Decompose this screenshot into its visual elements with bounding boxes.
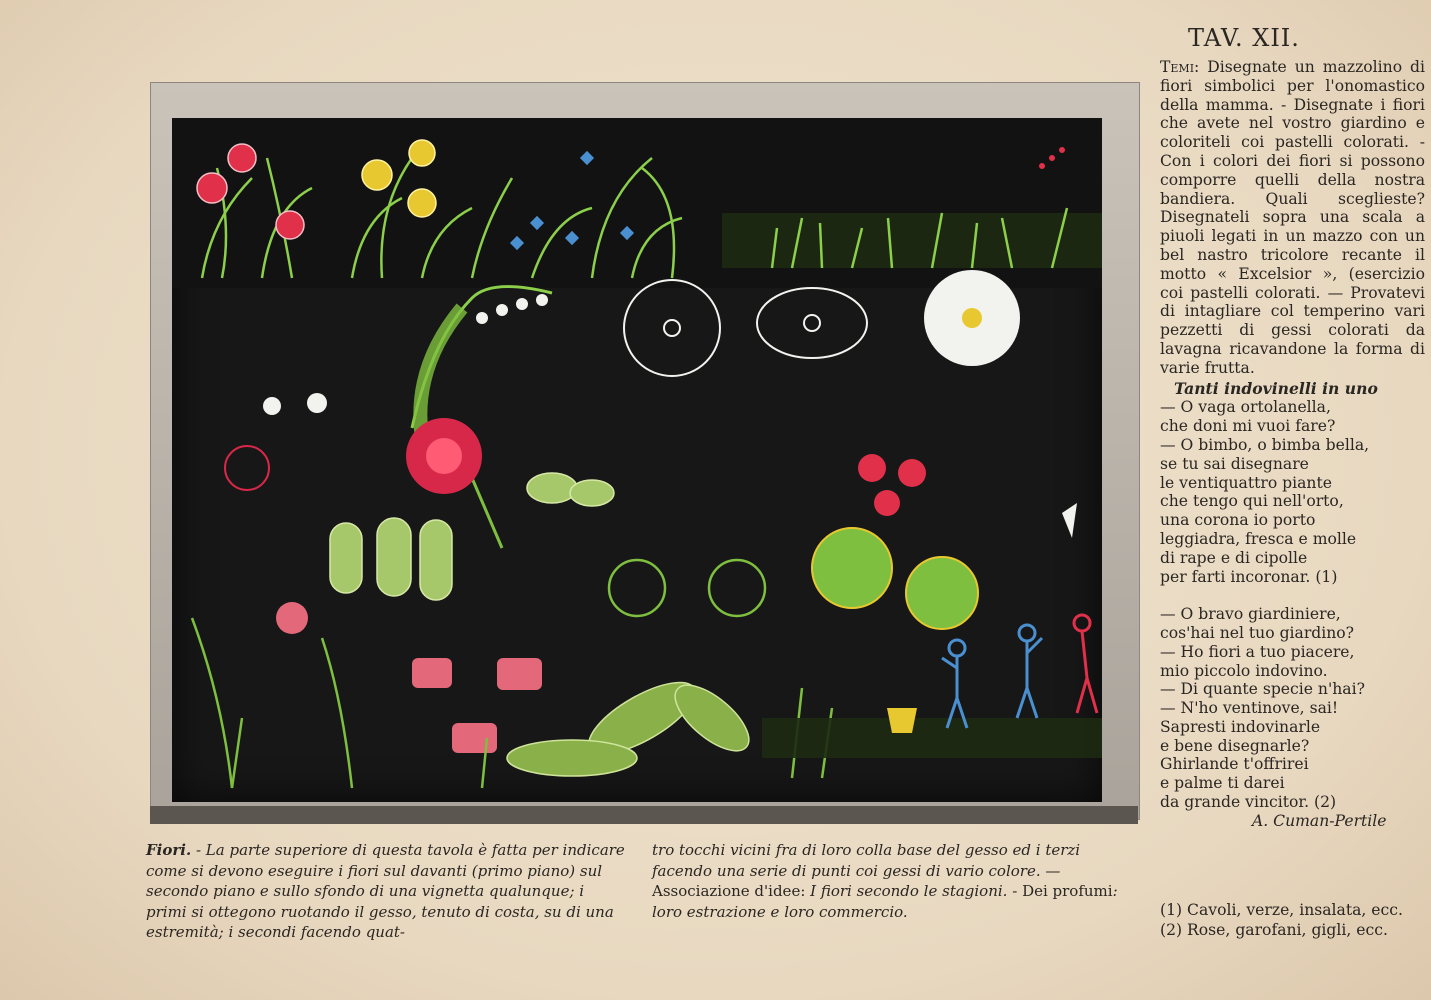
- caption-label: Fiori.: [146, 841, 192, 859]
- poem-line: di rape e di cipolle: [1160, 548, 1308, 567]
- poem-line: — O vaga ortolanella,: [1160, 398, 1331, 417]
- profumi-text: : loro estrazione e loro commercio.: [652, 882, 1118, 921]
- poem-line: mio piccolo indovino.: [1160, 661, 1328, 680]
- poem-line: [1160, 586, 1425, 605]
- poem-line: le ventiquattro piante: [1160, 473, 1332, 492]
- white-outline-flowers: [624, 280, 867, 376]
- lily-of-the-valley: [412, 287, 552, 438]
- poem: [1160, 380, 1425, 831]
- poem-line: da grande vincitor. (2): [1160, 793, 1337, 812]
- blackboard-ledge: [150, 806, 1138, 824]
- footnote: (2) Rose, garofani, gigli, ecc.: [1160, 921, 1388, 939]
- red-geranium: [858, 454, 926, 516]
- poem-line: e bene disegnarle?: [1160, 736, 1310, 755]
- poem-line: che doni mi vuoi fare?: [1160, 417, 1336, 436]
- poem-author: A. Cuman-Pertile: [1252, 811, 1387, 830]
- association-label: Associazione d'idee:: [652, 882, 806, 900]
- flower-pot: [887, 708, 917, 733]
- temi-text: : Disegnate un mazzolino di fiori simbolici per l'onomastico della mamma. - Disegnate i fiori che avete nel vostro giardino e coloriteli coi pastelli colorati. - Con i colori dei fiori si possono comporre quelli della nostra bandiera. Quali sceglieste? Disegnateli sopra una scala a piuoli legati in un mazzo con un bel nastro tricolore recante il motto « Excelsior », (esercizio coi pastelli colorati. — Provatevi di intagliare col temperino vari pezzetti di gessi colorati da lavagna ricavandone la forma di varie frutta.: [1160, 58, 1425, 377]
- poem-line: per farti incoronar. (1): [1160, 567, 1338, 586]
- footnotes: [1160, 900, 1425, 940]
- temi-paragraph: [1160, 58, 1425, 378]
- white-bud: [307, 393, 327, 413]
- poem-line: e palme ti darei: [1160, 774, 1285, 793]
- poem-line: — Di quante specie n'hai?: [1160, 680, 1365, 699]
- poem-line: — Ho fiori a tuo piacere,: [1160, 642, 1355, 661]
- poem-line: Sapresti indovinarle: [1160, 717, 1321, 736]
- daisy: [924, 270, 1020, 366]
- poem-line: — O bravo giardiniere,: [1160, 605, 1341, 624]
- white-bud: [263, 397, 281, 415]
- grass-patch-bottom: [762, 718, 1102, 758]
- chalk-flowers-drawing: [172, 118, 1102, 802]
- poem-line: — O bimbo, o bimba bella,: [1160, 435, 1370, 454]
- red-circle-outline: [225, 446, 269, 490]
- blackboard-illustration: [172, 118, 1102, 802]
- green-leaves: [330, 473, 614, 600]
- poem-line: — N'ho ventinove, sai!: [1160, 699, 1339, 718]
- poem-line: cos'hai nel tuo giardino?: [1160, 623, 1355, 642]
- grass-patch: [722, 213, 1102, 268]
- footnote: (1) Cavoli, verze, insalata, ecc.: [1160, 901, 1403, 919]
- red-rose: [406, 418, 502, 548]
- caption-text-2: tro tocchi vicini fra di loro colla base del gesso ed i terzi facendo una serie di punti coi gessi di vario colore. —: [652, 841, 1081, 880]
- plate-title: TAV. XII.: [1188, 24, 1300, 52]
- poem-line: Ghirlande t'offrirei: [1160, 755, 1309, 774]
- profumi-label: Dei profumi: [1022, 882, 1113, 900]
- temi-label: Temi: [1160, 58, 1195, 76]
- green-circle-outlines: [609, 560, 765, 616]
- poem-title: Tanti indovinelli in uno: [1174, 378, 1378, 398]
- association-text: I fiori secondo le stagioni. -: [805, 882, 1023, 900]
- poem-line: se tu sai disegnare: [1160, 454, 1309, 473]
- caption-column-1: [146, 840, 626, 943]
- stick-figures: [942, 615, 1097, 728]
- clover-flowers: [812, 528, 978, 629]
- snowdrop: [1062, 503, 1077, 538]
- poem-lines: [1160, 398, 1425, 812]
- poem-line: una corona io porto: [1160, 511, 1316, 530]
- caption-text-1: - La parte superiore di questa tavola è fatta per indicare come si devono eseguire i fiori sul davanti (primo piano) sul secondo piano e sullo sfondo di una vignetta qualunque; i primi si ottegono ruotando il gesso, tenuto di costa, su di una estremità; i secondi facendo quat-: [146, 841, 625, 941]
- pink-flowers: [276, 602, 542, 753]
- poem-line: che tengo qui nell'orto,: [1160, 492, 1344, 511]
- leafy-plant: [507, 669, 759, 776]
- poem-line: leggiadra, fresca e molle: [1160, 529, 1357, 548]
- sidebar-text: [1160, 58, 1425, 831]
- caption-column-2: [652, 840, 1122, 922]
